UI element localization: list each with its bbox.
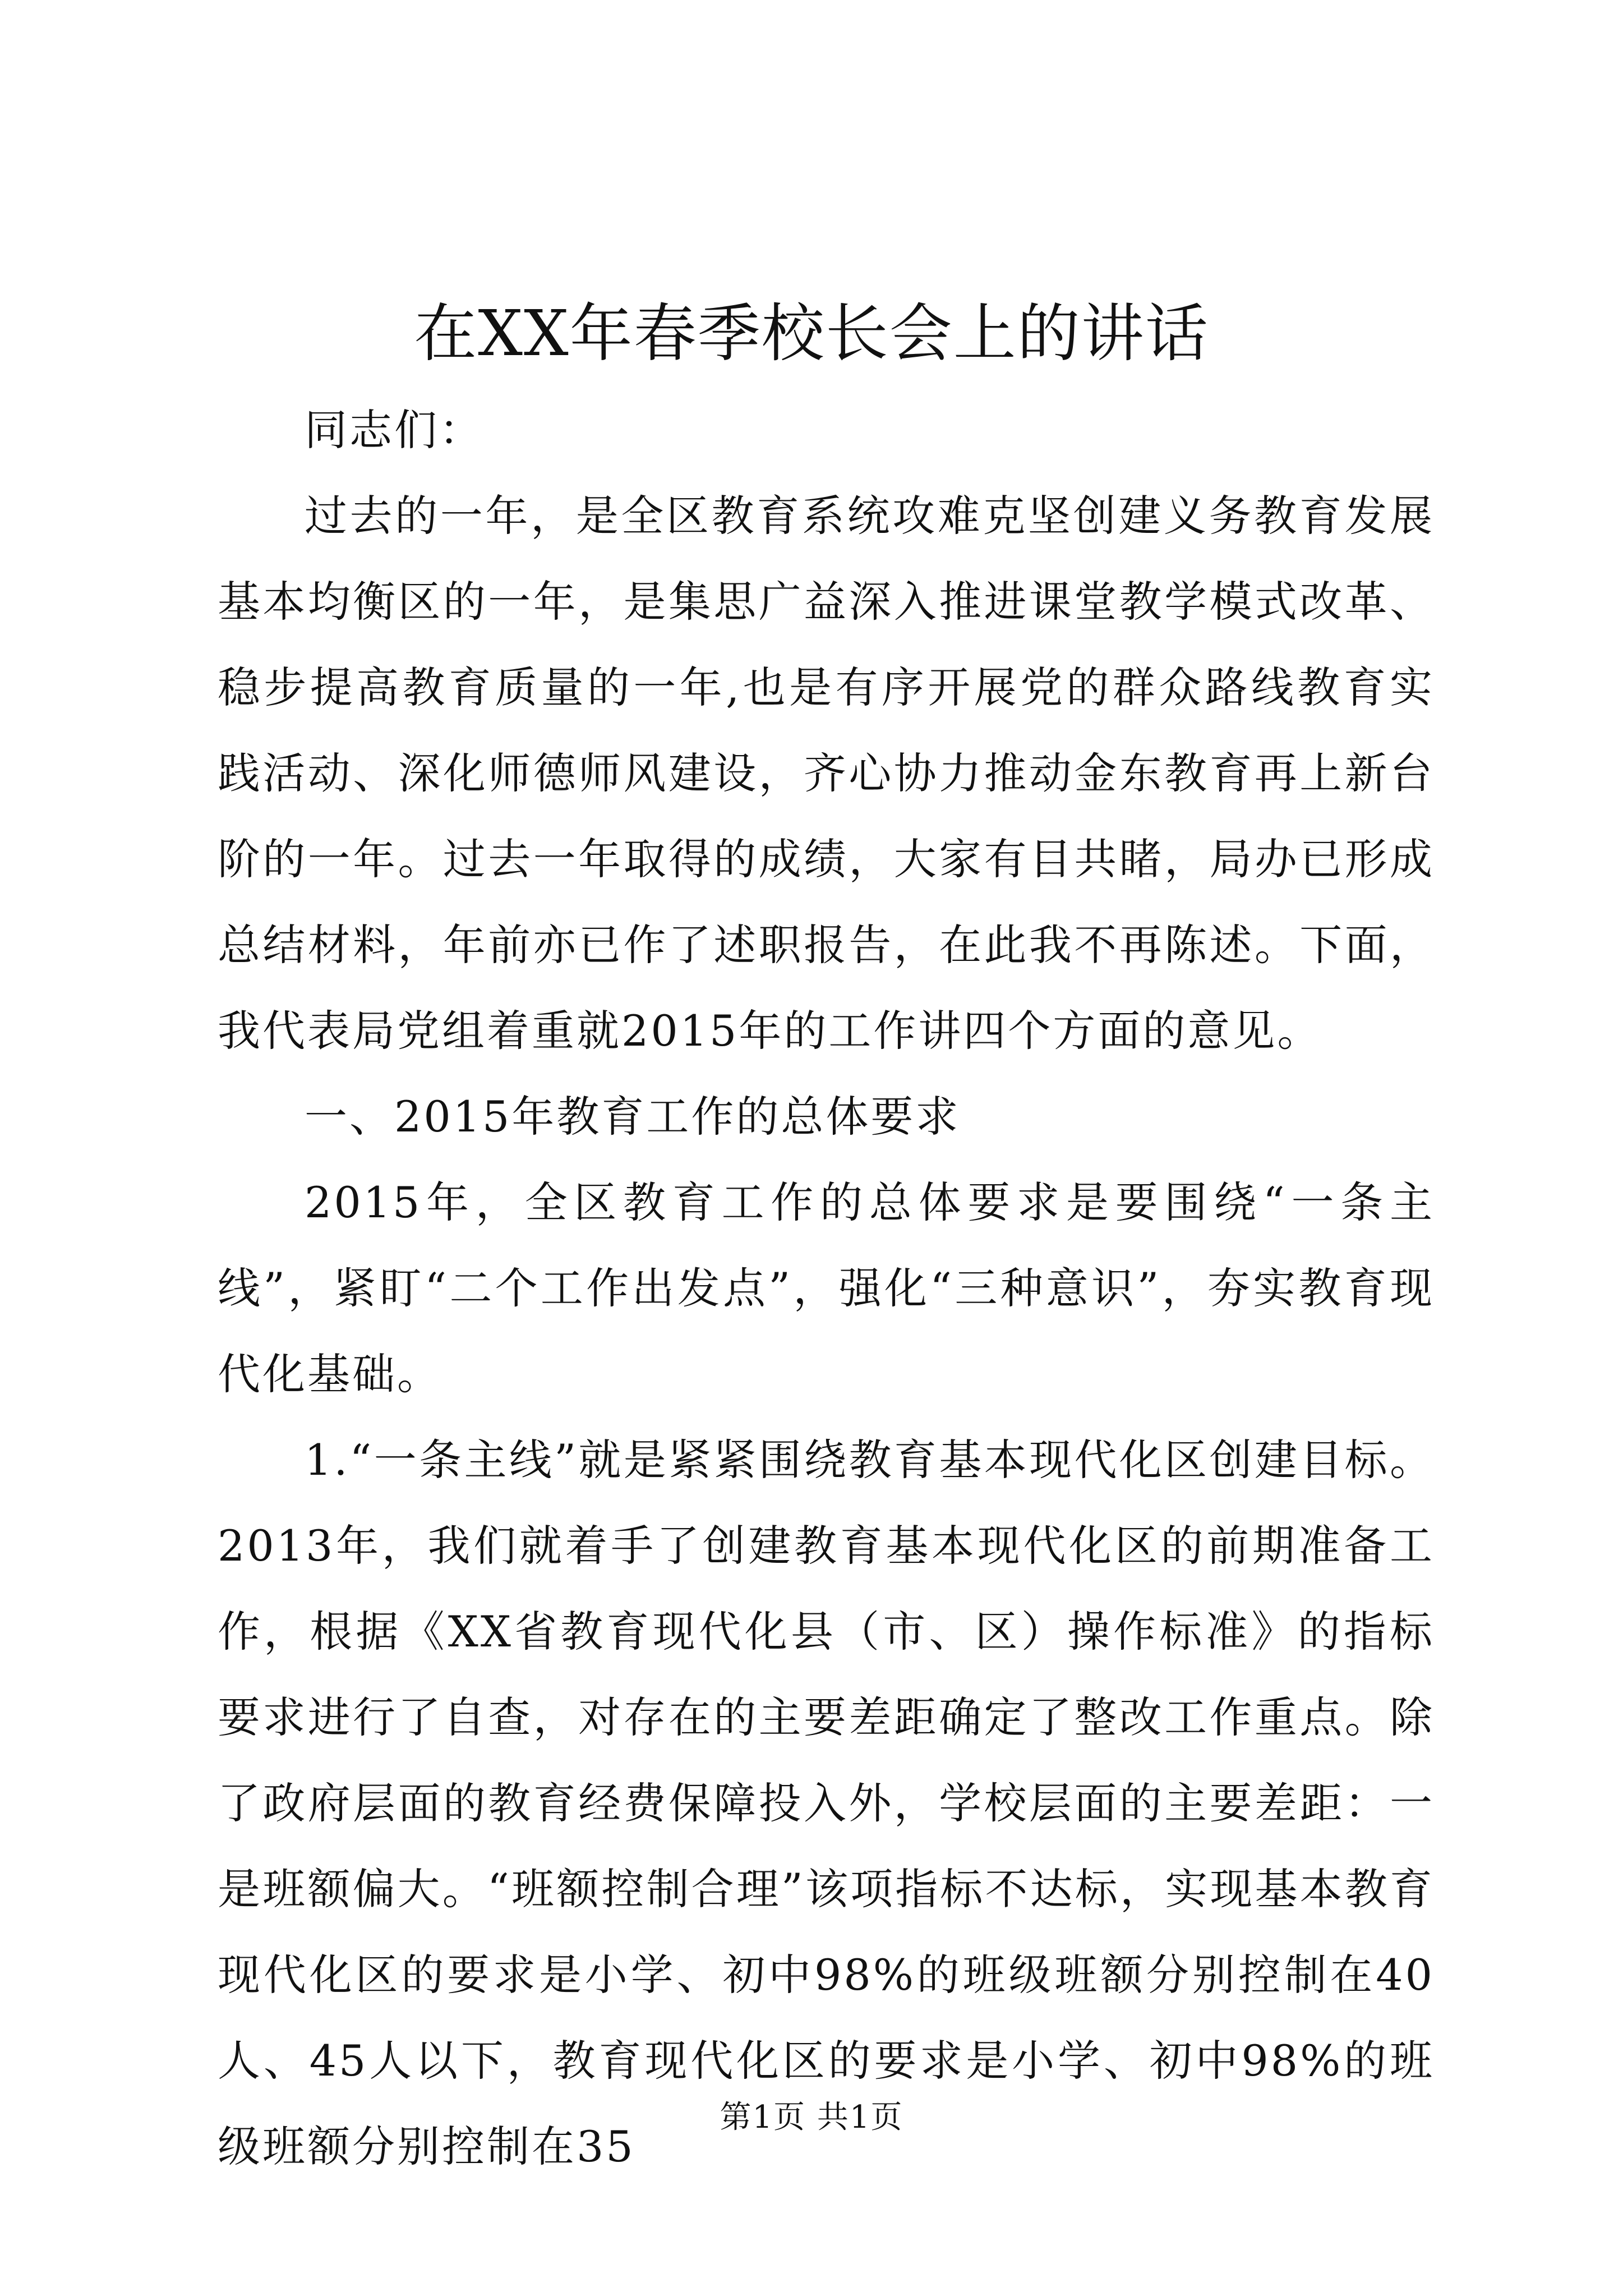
salutation-paragraph: 同志们： — [305, 405, 484, 455]
document-title: 在XX年春季校长会上的讲话 — [414, 297, 1209, 370]
document-body — [218, 387, 1435, 2189]
requirements-paragraph: 2015年，全区教育工作的总体要求是要围绕“一条主线”，紧盯“二个工作出发点”，强化“三种意识”，夯实教育现代化基础。 — [218, 1177, 1435, 1399]
intro-paragraph: 过去的一年，是全区教育系统攻难克坚创建义务教育发展基本均衡区的一年，是集思广益深入推进课堂教学模式改革、稳步提高教育质量的一年,也是有序开展党的群众路线教育实践活动、深化师德师风建设，齐心协力推动金东教育再上新台阶的一年。过去一年取得的成绩，大家有目共睹，局办已形成总结材料，年前亦已作了述职报告，在此我不再陈述。下面，我代表局党组着重就2015年的工作讲四个方面的意见。 — [218, 491, 1435, 1056]
section-heading: 一、2015年教育工作的总体要求 — [305, 1092, 961, 1142]
page-number-footer: 第1页 共1页 — [720, 2099, 903, 2136]
main-line-paragraph: 1.“一条主线”就是紧紧围绕教育基本现代化区创建目标。2013年，我们就着手了创建教育基本现代化区的前期准备工作，根据《XX省教育现代化县（市、区）操作标准》的指标要求进行了自查，对存在的主要差距确定了整改工作重点。除了政府层面的教育经费保障投入外，学校层面的主要差距：一是班额偏大。“班额控制合理”该项指标不达标，实现基本教育现代化区的要求是小学、初中98%的班级班额分别控制在40人、45人以下，教育现代化区的要求是小学、初中98%的班级班额分别控制在35 — [218, 1435, 1435, 2171]
